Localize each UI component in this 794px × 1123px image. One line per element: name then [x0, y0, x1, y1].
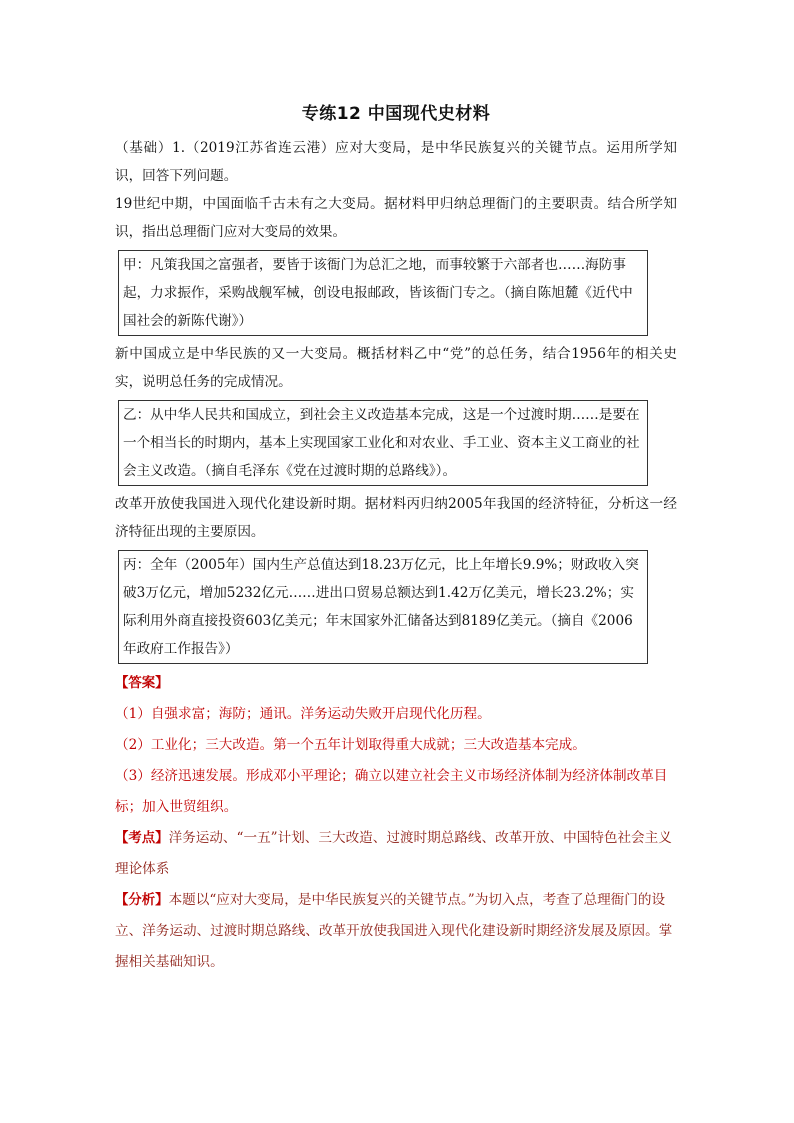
page-title: 专练12 中国现代史材料 — [301, 104, 491, 124]
question-part-1: 19世纪中期，中国面临千古未有之大变局。据材料甲归纳总理衙门的主要职责。结合所学知识，指出总理衙门应对大变局的效果。 — [115, 196, 677, 240]
material-a-box — [118, 250, 648, 336]
kaodian-label: 【考点】 — [115, 831, 169, 846]
material-a-text: 甲：凡策我国之富强者，要皆于该衙门为总汇之地，而事较繁于六部者也……海防事起，力求振作，采购战舰军械，创设电报邮政，皆该衙门专之。（摘自陈旭麓《近代中国社会的新陈代谢》） — [123, 257, 633, 329]
fenxi-label: 【分析】 — [115, 893, 169, 908]
kaodian-text: 洋务运动、“一五”计划、三大改造、过渡时期总路线、改革开放、中国特色社会主义理论体系 — [115, 830, 672, 877]
question-part-3: 改革开放使我国进入现代化建设新时期。据材料丙归纳2005年我国的经济特征，分析这一经济特征出现的主要原因。 — [115, 496, 677, 540]
material-b-box — [118, 400, 648, 486]
answer-label: 【答案】 — [115, 676, 169, 691]
answer-item-1: （1）自强求富；海防；通讯。洋务运动失败开启现代化历程。 — [115, 706, 491, 722]
material-c-box — [118, 550, 648, 664]
kaodian-block — [115, 823, 677, 885]
answer-item-2: （2）工业化；三大改造。第一个五年计划取得重大成就；三大改造基本完成。 — [115, 737, 586, 753]
material-c-text: 丙：全年（2005年）国内生产总值达到18.23万亿元，比上年增长9.9%；财政收入突破3万亿元，增加5232亿元……进出口贸易总额达到1.42万亿美元，增长23.2%；实际利用外商直接投资603亿美元；年末国家外汇储备达到8189亿美元。（摘自《2006年政府工作报告》） — [123, 557, 639, 657]
fenxi-block — [115, 885, 677, 978]
document-page — [115, 100, 677, 978]
material-b-text: 乙：从中华人民共和国成立，到社会主义改造基本完成，这是一个过渡时期……是要在一个相当长的时期内，基本上实现国家工业化和对农业、手工业、资本主义工商业的社会主义改造。（摘自毛泽东《党在过渡时期的总路线》）。 — [123, 407, 640, 479]
fenxi-text: 本题以“应对大变局，是中华民族复兴的关键节点。”为切入点，考查了总理衙门的设立、洋务运动、过渡时期总路线、改革开放使我国进入现代化建设新时期经济发展及原因。掌握相关基础知识。 — [115, 892, 673, 970]
question-intro: （基础）1.（2019江苏省连云港）应对大变局，是中华民族复兴的关键节点。运用所学知识，回答下列问题。 — [115, 140, 677, 184]
answer-label-line — [115, 668, 677, 699]
question-part-2: 新中国成立是中华民族的又一大变局。概括材料乙中“党”的总任务，结合1956年的相关史实，说明总任务的完成情况。 — [115, 346, 677, 390]
answer-item-3: （3）经济迅速发展。形成邓小平理论；确立以建立社会主义市场经济体制为经济体制改革目标；加入世贸组织。 — [115, 768, 668, 815]
